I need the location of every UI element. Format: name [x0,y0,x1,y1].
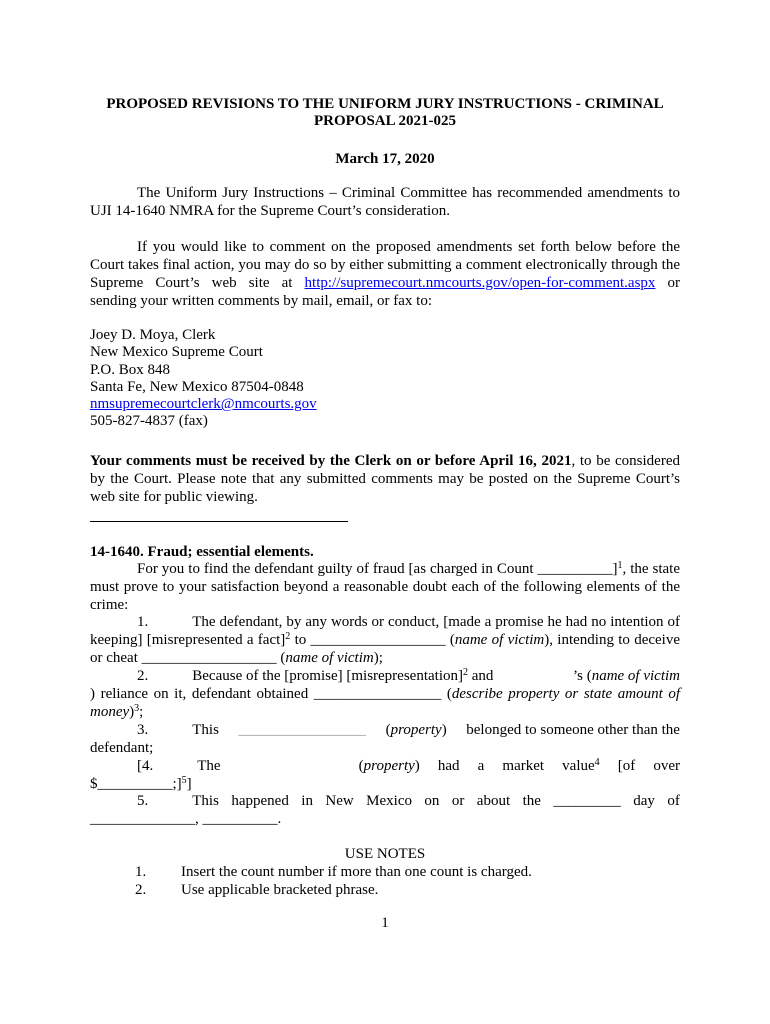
element-1-text-b: to __________________ ( [290,632,455,648]
comment-website-link[interactable]: http://supremecourt.nmcourts.gov/open-for-comment.aspx [304,275,656,291]
section-heading: 14-1640. Fraud; essential elements. [90,544,314,560]
element-2-italic-1: name of victim [591,668,680,684]
footnote-ref-5: 5 [181,775,187,786]
element-4-line-2 [90,775,680,793]
element-2-text-f: ; [139,704,144,720]
footnote-ref-4: 4 [594,757,600,768]
element-2-right [573,667,680,685]
element-4-value [562,757,599,775]
element-3-italic: property [390,722,442,738]
element-5-word: This [192,793,219,809]
element-2-number: 2. [137,668,149,684]
element-3-blank: _________________ [238,722,366,738]
address-line-city: Santa Fe, New Mexico 87504-0848 [90,378,304,395]
element-4-close: ] [186,776,192,792]
element-4-word-over: over [653,758,680,774]
page-number: 1 [381,915,389,931]
title-line-1: PROPOSED REVISIONS TO THE UNIFORM JURY INSTRUCTIONS - CRIMINAL [106,96,664,112]
address-line-court: New Mexico Supreme Court [90,344,263,361]
element-5-blank: _________ [553,793,621,809]
element-4-prop: (property) [358,758,420,774]
element-1-text-d: ); [373,650,383,666]
comment-text-before: If you would like to comment on the proposed amendments set forth below before the Court takes final action, you may do so by either submitting a comment electronically through the Supreme Court’s web site at [90,239,680,291]
footnote-ref-3: 3 [134,703,140,714]
element-3-text-b: belonged to someone other than the [466,722,680,738]
use-notes-heading: USE NOTES [344,846,426,862]
element-5-word: Mexico [366,793,412,809]
deadline-paragraph [90,452,680,506]
element-4-word-of: [of [617,758,636,774]
element-1-number: 1. [137,614,149,630]
section-divider [90,521,348,522]
element-3-number: 3. [137,722,149,738]
element-2-text-a: Because of the [promise] [misrepresentation] [192,668,463,684]
element-2-italic-2: describe property or state amount of money [90,686,680,720]
element-4-number: [4. [137,758,154,774]
element-4-text-a: The [197,758,221,774]
element-5-line-1 [90,792,680,810]
element-4-amount: $__________;] [90,776,182,792]
deadline-rest-text: , to be considered by the Court. Please note that any submitted comments may be posted on the Supreme Court’s web site for public viewing. [90,453,680,505]
comment-text-after: or sending your written comments by mail, email, or fax to: [90,275,680,309]
element-5-number: 5. [137,793,149,809]
footnote-ref-2: 2 [285,631,291,642]
deadline-bold-text: Your comments must be received by the Clerk on or before April 16, 2021 [90,453,572,469]
element-5-word: or [451,793,465,809]
footnote-ref-2b: 2 [462,667,468,678]
element-3-left [90,721,219,739]
element-2-line-1 [90,667,680,685]
section-intro-rest: , the state must prove to your satisfaction beyond a reasonable doubt each of the following elements of the crime: [90,561,680,613]
element-3-line-2: defendant; [90,740,154,756]
element-1-italic-2: name of victim [285,650,374,666]
element-4-left [90,757,221,775]
element-5-word: day [633,793,655,809]
element-5-word: on [424,793,440,809]
use-note-number: 1. [135,864,147,880]
clerk-email-link[interactable]: nmsupremecourtclerk@nmcourts.gov [90,396,317,413]
section-intro [90,560,680,614]
element-4-word-value: value [562,758,595,774]
address-line-fax: 505-827-4837 (fax) [90,413,208,430]
element-2-text-b: and [467,668,494,684]
comment-paragraph [90,238,680,310]
intro-paragraph: The Uniform Jury Instructions – Criminal Committee has recommended amendments to UJI 14-1640 NMRA for the Supreme Court’s consideration. [90,185,680,219]
element-1 [90,613,680,667]
address-line-name: Joey D. Moya, Clerk [90,327,216,343]
document-date: March 17, 2020 [335,151,435,167]
section-intro-text: For you to find the defendant guilty of fraud [as charged in Count __________] [137,561,618,577]
element-4-line-1 [90,757,680,775]
element-5-word: the [522,793,541,809]
element-5-left [90,792,219,810]
clerk-address [90,327,317,431]
element-5-word: of [667,793,680,809]
element-2-left [90,667,493,685]
element-1-text-c: ), intending to deceive or cheat __________________ ( [90,632,681,666]
use-note-item [135,863,635,881]
element-2-text-c: ’s ( [572,668,592,684]
use-note-item [135,881,635,899]
element-1-italic-1: name of victim [454,632,545,648]
element-3-line-1 [90,721,680,739]
element-2-text-d: ) reliance on it, defendant obtained _________________ ( [90,686,452,702]
element-4-italic: property [363,758,415,774]
element-1-text: The defendant, by any words or conduct, [made a promise he had no intention of keeping] [misrepresented a fact] [90,614,680,648]
element-2-line-2 [90,685,680,721]
document-title [90,96,680,130]
element-4-word-a: a [477,758,485,774]
element-4-word-market: market [502,758,545,774]
use-note-text: Insert the count number if more than one count is charged. [181,864,532,880]
title-line-2: PROPOSAL 2021-025 [313,113,457,129]
element-5-word: happened [231,793,289,809]
element-5-word: New [325,793,354,809]
address-line-pobox: P.O. Box 848 [90,361,171,378]
element-5-word: about [476,793,511,809]
use-note-text: Use applicable bracketed phrase. [181,882,379,898]
element-4-word-had: had [437,758,460,774]
element-3-prop: (property) [385,722,447,738]
element-5-word: in [301,793,313,809]
element-2-text-e: ) [129,704,135,720]
use-note-number: 2. [135,882,147,898]
element-3-text-a: This [192,722,219,738]
element-5-line-2: ______________, __________. [90,811,282,827]
footnote-ref-1: 1 [617,560,623,571]
